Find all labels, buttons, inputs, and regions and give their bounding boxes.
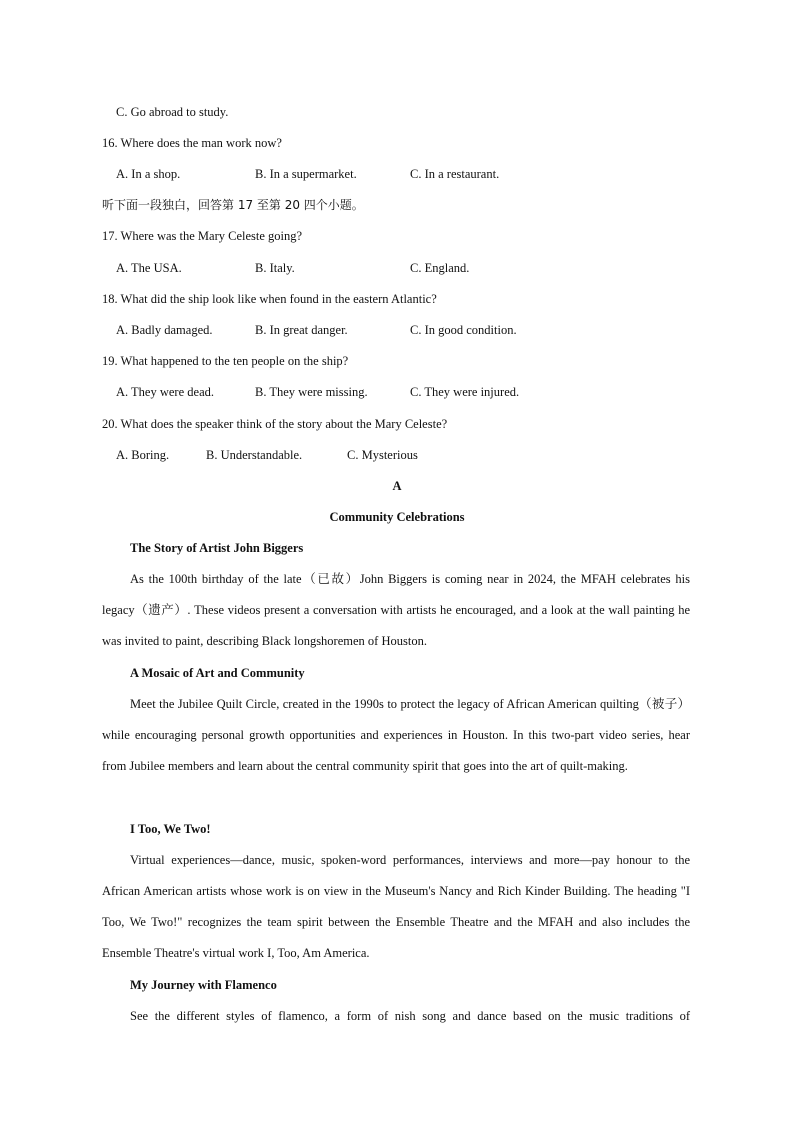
- paragraph-mosaic: [102, 689, 690, 782]
- paragraph-biggers-text: As the 100th birthday of the late（已故）John Biggers is coming near in 2024, the MFAH celebrates his legacy（遗产）. These videos present a conversation with artists he encouraged, and a look at the wall painting he was invited to paint, describing Black longshoremen of Houston.: [102, 572, 690, 648]
- section-heading-biggers: The Story of Artist John Biggers: [130, 541, 304, 555]
- paragraph-biggers: [102, 564, 690, 657]
- q16-question: 16. Where does the man work now?: [102, 136, 282, 150]
- q16-option-c: C. In a restaurant.: [410, 167, 500, 181]
- q20-option-a: A. Boring.: [116, 448, 170, 462]
- q18-question: 18. What did the ship look like when found in the eastern Atlantic?: [102, 292, 437, 306]
- paragraph-flamenco: [102, 1001, 690, 1032]
- section-heading-i-too: I Too, We Two!: [130, 822, 211, 836]
- q18-option-b: B. In great danger.: [255, 323, 348, 337]
- q19-question: 19. What happened to the ten people on the ship?: [102, 354, 349, 368]
- q20-question: 20. What does the speaker think of the story about the Mary Celeste?: [102, 417, 448, 431]
- q19-option-c: C. They were injured.: [410, 385, 520, 399]
- q20-option-b: B. Understandable.: [206, 448, 303, 462]
- q15-option-c: C. Go abroad to study.: [116, 105, 229, 119]
- section-heading-flamenco: My Journey with Flamenco: [130, 978, 277, 992]
- passage-title: Community Celebrations: [329, 510, 465, 524]
- q19-option-a: A. They were dead.: [116, 385, 214, 399]
- paragraph-i-too-text: Virtual experiences—dance, music, spoken-word performances, interviews and more—pay honour to the African American artists whose work is on view in the Museum's Nancy and Rich Kinder Building. The heading "I Too, We Two!" recognizes the team spirit between the Ensemble Theatre and the MFAH and also includes the Ensemble Theatre's virtual work I, Too, Am America.: [102, 853, 690, 960]
- instruction: 听下面一段独白，回答第 17 至第 20 四个小题。: [102, 198, 364, 212]
- section-letter: A: [392, 479, 402, 493]
- q20-option-c: C. Mysterious: [347, 448, 418, 462]
- paragraph-mosaic-text: Meet the Jubilee Quilt Circle, created in the 1990s to protect the legacy of African American quilting（被子）while encouraging personal growth opportunities and experiences in Houston. In this two-part video series, hear from Jubilee members and learn about the central community spirit that goes into the art of quilt-making.: [102, 697, 690, 773]
- q17-option-a: A. The USA.: [116, 261, 182, 275]
- paragraph-i-too: [102, 845, 690, 969]
- section-heading-mosaic: A Mosaic of Art and Community: [130, 666, 305, 680]
- q16-option-a: A. In a shop.: [116, 167, 181, 181]
- q16-option-b: B. In a supermarket.: [255, 167, 357, 181]
- q18-option-c: C. In good condition.: [410, 323, 517, 337]
- q17-question: 17. Where was the Mary Celeste going?: [102, 229, 303, 243]
- q19-option-b: B. They were missing.: [255, 385, 368, 399]
- q17-option-c: C. England.: [410, 261, 470, 275]
- q18-option-a: A. Badly damaged.: [116, 323, 213, 337]
- paragraph-flamenco-text: See the different styles of flamenco, a form of nish song and dance based on the music traditions of: [130, 1009, 690, 1023]
- q17-option-b: B. Italy.: [255, 261, 295, 275]
